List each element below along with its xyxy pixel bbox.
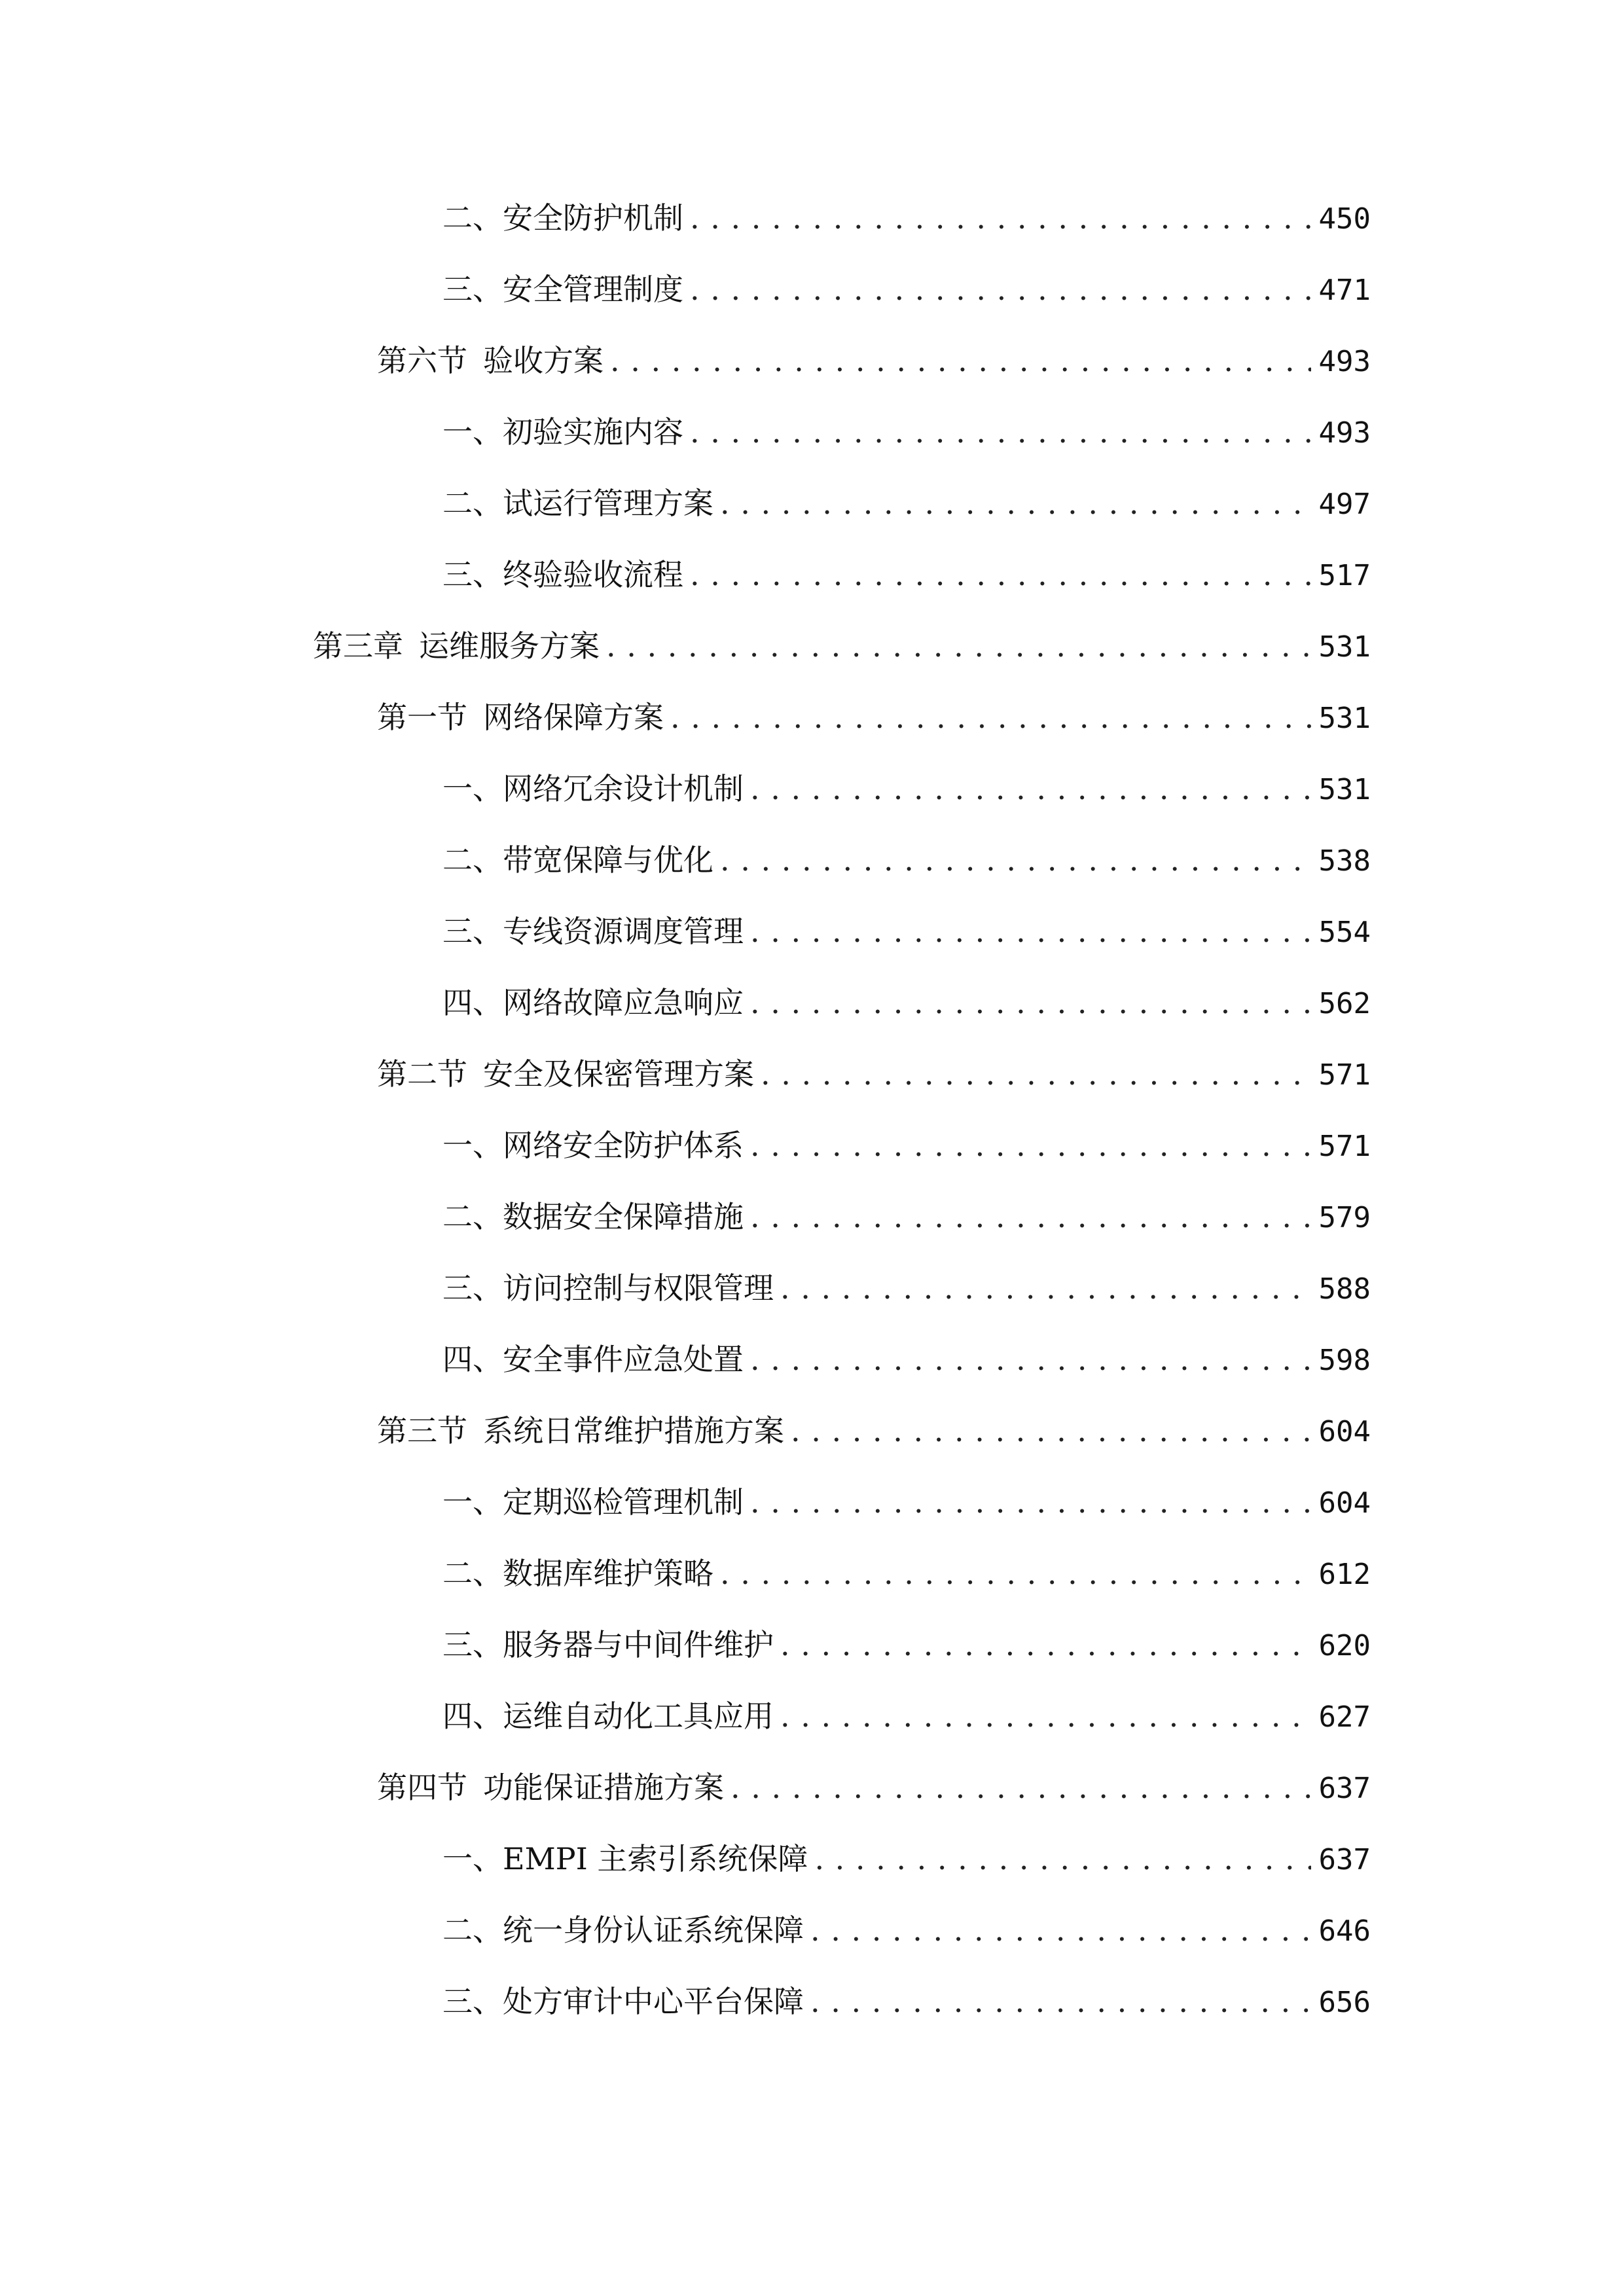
toc-entry-page: 656 [1318,1986,1371,2019]
toc-entry-number: 一、 [442,414,503,450]
toc-entry-title: 终验验收流程 [503,557,683,592]
toc-entry[interactable] [442,1336,1371,1382]
toc-entry-title: 试运行管理方案 [503,486,713,521]
toc-entry-page: 637 [1318,1843,1371,1876]
toc-entry-title: 定期巡检管理机制 [503,1484,744,1520]
toc-entry[interactable] [442,1265,1371,1311]
toc-entry[interactable] [442,1907,1371,1953]
toc-entry-page: 538 [1318,844,1371,878]
toc-entry-title: 处方审计中心平台保障 [503,1984,804,2019]
toc-entry-number: 二、 [442,842,503,878]
toc-entry-title: 带宽保障与优化 [503,842,713,878]
toc-entry-number: 一、 [442,771,503,806]
dot-leader [731,1765,1311,1810]
toc-entry-page: 471 [1318,274,1371,307]
toc-entry-title: 服务器与中间件维护 [503,1627,774,1662]
toc-entry-title: 安全管理制度 [503,272,683,307]
toc-entry[interactable] [442,266,1371,312]
dot-leader [670,694,1311,740]
toc-entry[interactable] [377,694,1371,740]
dot-leader [791,1408,1311,1454]
toc-entry-page: 627 [1318,1700,1371,1734]
toc-entry-title: 初验实施内容 [503,414,683,450]
toc-entry-page: 531 [1318,773,1371,806]
toc-entry-number: 三、 [442,272,503,307]
dot-leader [750,1194,1311,1240]
toc-entry-title: EMPI 主索引系统保障 [503,1841,808,1876]
dot-leader [750,1122,1311,1168]
toc-entry-title: 网络冗余设计机制 [503,771,744,806]
toc-entry-title: 数据安全保障措施 [503,1199,744,1234]
dot-leader [606,623,1311,669]
dot-leader [750,1336,1311,1382]
toc-entry-title: 验收方案 [483,343,604,378]
dot-leader [780,1693,1311,1739]
toc-entry-number: 第一节 [377,700,467,735]
dot-leader [690,552,1311,598]
toc-entry-page: 493 [1318,416,1371,450]
toc-entry-title: 网络保障方案 [483,700,664,735]
toc-entry-page: 588 [1318,1272,1371,1306]
toc-entry-number: 第四节 [377,1770,467,1805]
toc-entry-number: 二、 [442,200,503,236]
toc-entry-number: 二、 [442,1912,503,1948]
toc-entry-title: 网络安全防护体系 [503,1128,744,1163]
toc-entry[interactable] [442,1551,1371,1596]
toc-entry-page: 620 [1318,1629,1371,1662]
toc-entry-page: 531 [1318,702,1371,735]
toc-entry-number: 四、 [442,1698,503,1734]
toc-entry-number: 二、 [442,1556,503,1591]
toc-entry-title: 安全事件应急处置 [503,1342,744,1377]
dot-leader [720,1551,1311,1596]
toc-entry[interactable] [442,552,1371,598]
toc-entry[interactable] [442,1194,1371,1240]
toc-entry-page: 493 [1318,345,1371,378]
toc-entry[interactable] [442,480,1371,526]
toc-entry-number: 三、 [442,557,503,592]
dot-leader [690,195,1311,241]
toc-entry-title: 数据库维护策略 [503,1556,713,1591]
toc-entry-number: 一、 [442,1128,503,1163]
dot-leader [750,980,1311,1026]
toc-entry-title: 系统日常维护措施方案 [483,1413,784,1448]
dot-leader [814,1836,1310,1882]
dot-leader [720,480,1311,526]
toc-entry-number: 第三章 [313,628,403,664]
toc-entry-title: 专线资源调度管理 [503,914,744,949]
dot-leader [750,1479,1311,1525]
toc-entry[interactable] [442,409,1371,455]
dot-leader [810,1979,1311,2024]
toc-entry-title: 功能保证措施方案 [483,1770,724,1805]
toc-entry-number: 三、 [442,1627,503,1662]
toc-entry-page: 531 [1318,630,1371,664]
toc-entry-title: 安全及保密管理方案 [483,1056,754,1092]
toc-entry-page: 646 [1318,1914,1371,1948]
toc-entry-number: 第三节 [377,1413,467,1448]
toc-entry[interactable] [442,837,1371,883]
toc-entry-page: 604 [1318,1415,1371,1448]
toc-entry[interactable] [442,980,1371,1026]
dot-leader [761,1051,1311,1097]
toc-entry-title: 运维服务方案 [419,628,600,664]
toc-entry-page: 571 [1318,1058,1371,1092]
toc-entry-number: 一、 [442,1484,503,1520]
toc-entry-title: 安全防护机制 [503,200,683,236]
toc-entry-title: 统一身份认证系统保障 [503,1912,804,1948]
dot-leader [750,908,1311,954]
toc-entry[interactable] [377,1765,1371,1810]
toc-entry-number: 二、 [442,486,503,521]
toc-entry[interactable] [442,1836,1371,1882]
toc-entry-number: 三、 [442,1270,503,1306]
toc-entry[interactable] [442,1122,1371,1168]
toc-entry-number: 四、 [442,985,503,1020]
toc-entry[interactable] [442,195,1371,241]
toc-entry-page: 497 [1318,488,1371,521]
toc-entry-number: 第二节 [377,1056,467,1092]
dot-leader [780,1622,1311,1668]
toc-entry-page: 579 [1318,1201,1371,1234]
toc-entry[interactable] [377,1051,1371,1097]
toc-entry-number: 第六节 [377,343,467,378]
toc-entry[interactable] [442,1979,1371,2024]
dot-leader [720,837,1311,883]
toc-entry-number: 一、 [442,1841,503,1876]
toc-entry[interactable] [442,1479,1371,1525]
toc-entry-page: 604 [1318,1486,1371,1520]
toc-entry-title: 运维自动化工具应用 [503,1698,774,1734]
toc-entry-page: 562 [1318,987,1371,1020]
toc-entry-title: 网络故障应急响应 [503,985,744,1020]
toc-entry-number: 三、 [442,914,503,949]
toc-entry[interactable] [377,1408,1371,1454]
toc-entry-page: 637 [1318,1772,1371,1805]
toc-entry-page: 450 [1318,202,1371,236]
dot-leader [690,409,1311,455]
toc-entry-page: 554 [1318,916,1371,949]
dot-leader [610,338,1311,384]
toc-entry[interactable] [442,908,1371,954]
toc-entry-page: 598 [1318,1344,1371,1377]
dot-leader [750,766,1311,812]
toc-entry[interactable] [377,338,1371,384]
toc-entry-number: 二、 [442,1199,503,1234]
toc-entry-page: 612 [1318,1558,1371,1591]
toc-entry-page: 517 [1318,559,1371,592]
toc-entry-number: 四、 [442,1342,503,1377]
dot-leader [810,1907,1311,1953]
dot-leader [780,1265,1311,1311]
toc-entry-title: 访问控制与权限管理 [503,1270,774,1306]
toc-entry[interactable] [313,623,1371,669]
toc-entry-number: 三、 [442,1984,503,2019]
toc-entry-page: 571 [1318,1130,1371,1163]
toc-entry[interactable] [442,1622,1371,1668]
dot-leader [690,266,1311,312]
toc-entry[interactable] [442,766,1371,812]
toc-entry[interactable] [442,1693,1371,1739]
